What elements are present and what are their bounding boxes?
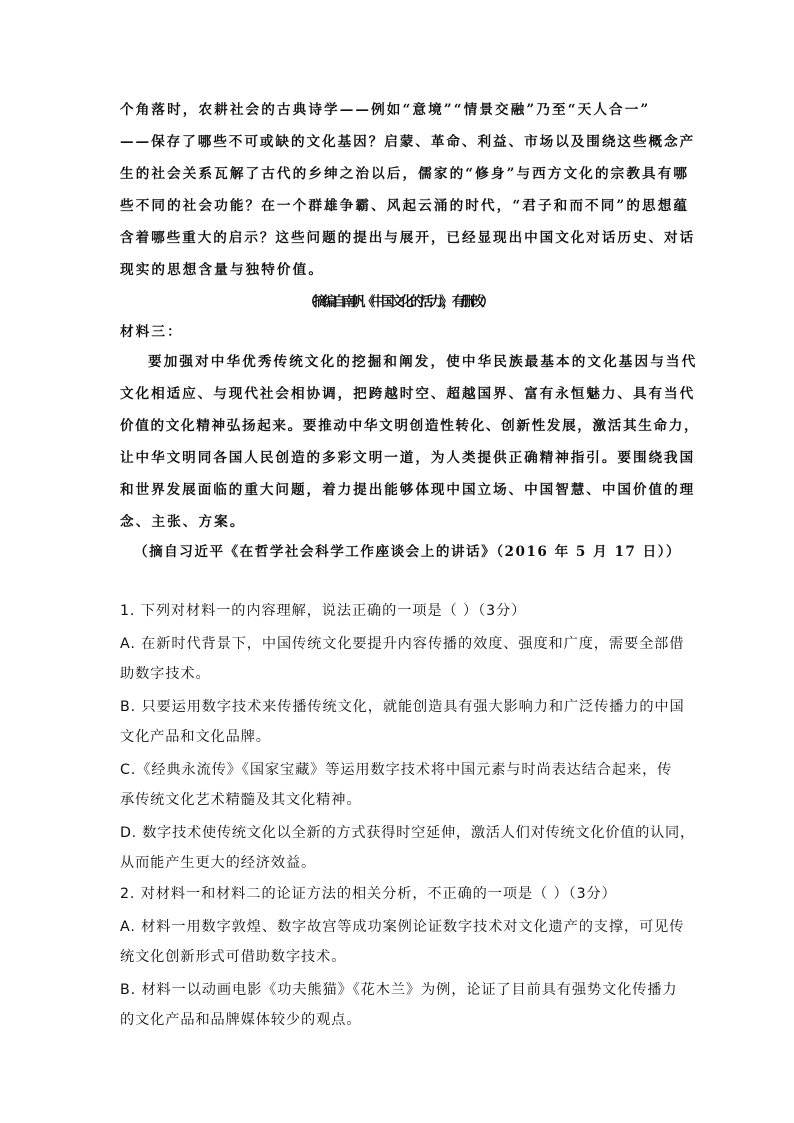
- question-1-option-b-cont: 文化产品和文化品牌。: [120, 729, 271, 745]
- question-1-option-d: D. 数字技术使传统文化以全新的方式获得时空延伸，激活人们对传统文化价值的认同，: [120, 825, 695, 841]
- question-2-option-b: B. 材料一以动画电影《功夫熊猫》《花木兰》为例，论证了目前具有强势文化传播力: [120, 982, 678, 998]
- material2-line: 些不同的社会功能？在一个群雄争霸、风起云涌的时代，“君子和而不同”的思想蕴: [120, 198, 690, 214]
- material3-label: 材料三：: [120, 324, 183, 340]
- material3-line: 让中华文明同各国人民创造的多彩文明一道，为人类提供正确精神指引。要围绕我国: [120, 450, 696, 466]
- question-2-option-a: A. 材料一用数字敦煌、数字故宫等成功案例论证数字技术对文化遗产的支撑，可见传: [120, 919, 685, 935]
- question-1-option-c-cont: 承传统文化艺术精髓及其文化精神。: [120, 792, 362, 808]
- question-1-stem: 1. 下列对材料一的内容理解，说法正确的一项是（ ）（3分）: [120, 603, 527, 619]
- material2-line: 个角落时，农耕社会的古典诗学——例如“意境”“情景交融”乃至“天人合一”: [120, 102, 651, 118]
- material3-source: （摘自习近平《在哲学社会科学工作座谈会上的讲话》（2016 年 5 月 17 日））: [134, 544, 682, 560]
- material3-line: 要加强对中华优秀传统文化的挖掘和阐发，使中华民族最基本的文化基因与当代: [148, 354, 698, 370]
- material2-line: 含着哪些重大的启示？这些问题的提出与展开，已经显现出中国文化对话历史、对话: [120, 230, 696, 246]
- question-1-option-a-cont: 助数字技术。: [120, 666, 211, 682]
- question-2-option-b-cont: 的文化产品和品牌媒体较少的观点。: [120, 1012, 362, 1028]
- material2-line: 现实的思想含量与独特价值。: [120, 262, 325, 278]
- material2-source: （摘编自南帆《中国文化的活力》，有删改）: [303, 294, 491, 310]
- question-1-option-b: B. 只要运用数字技术来传播传统文化，就能创造具有强大影响力和广泛传播力的中国: [120, 699, 685, 715]
- question-1-option-c: C.《经典永流传》《国家宝藏》等运用数字技术将中国元素与时尚表达结合起来，传: [120, 762, 673, 778]
- material3-line: 和世界发展面临的重大问题，着力提出能够体现中国立场、中国智慧、中国价值的理: [120, 482, 696, 498]
- question-2-stem: 2. 对材料一和材料二的论证方法的相关分析，不正确的一项是（ ）（3分）: [120, 886, 617, 902]
- question-2-option-a-cont: 统文化创新形式可借助数字技术。: [120, 949, 347, 965]
- material3-line: 念、主张、方案。: [120, 514, 246, 530]
- material2-line: 生的社会关系瓦解了古代的乡绅之治以后，儒家的“修身”与西方文化的宗教具有哪: [120, 166, 690, 182]
- material3-line: 价值的文化精神弘扬起来。要推动中华文明创造性转化、创新性发展，激活其生命力，: [120, 418, 700, 434]
- material2-line: ——保存了哪些不可或缺的文化基因？启蒙、革命、利益、市场以及围绕这些概念产: [120, 134, 696, 150]
- material3-line: 文化相适应、与现代社会相协调，把跨越时空、超越国界、富有永恒魅力、具有当代: [120, 386, 696, 402]
- question-1-option-d-cont: 从而能产生更大的经济效益。: [120, 855, 317, 871]
- question-1-option-a: A. 在新时代背景下，中国传统文化要提升内容传播的效度、强度和广度，需要全部借: [120, 636, 685, 652]
